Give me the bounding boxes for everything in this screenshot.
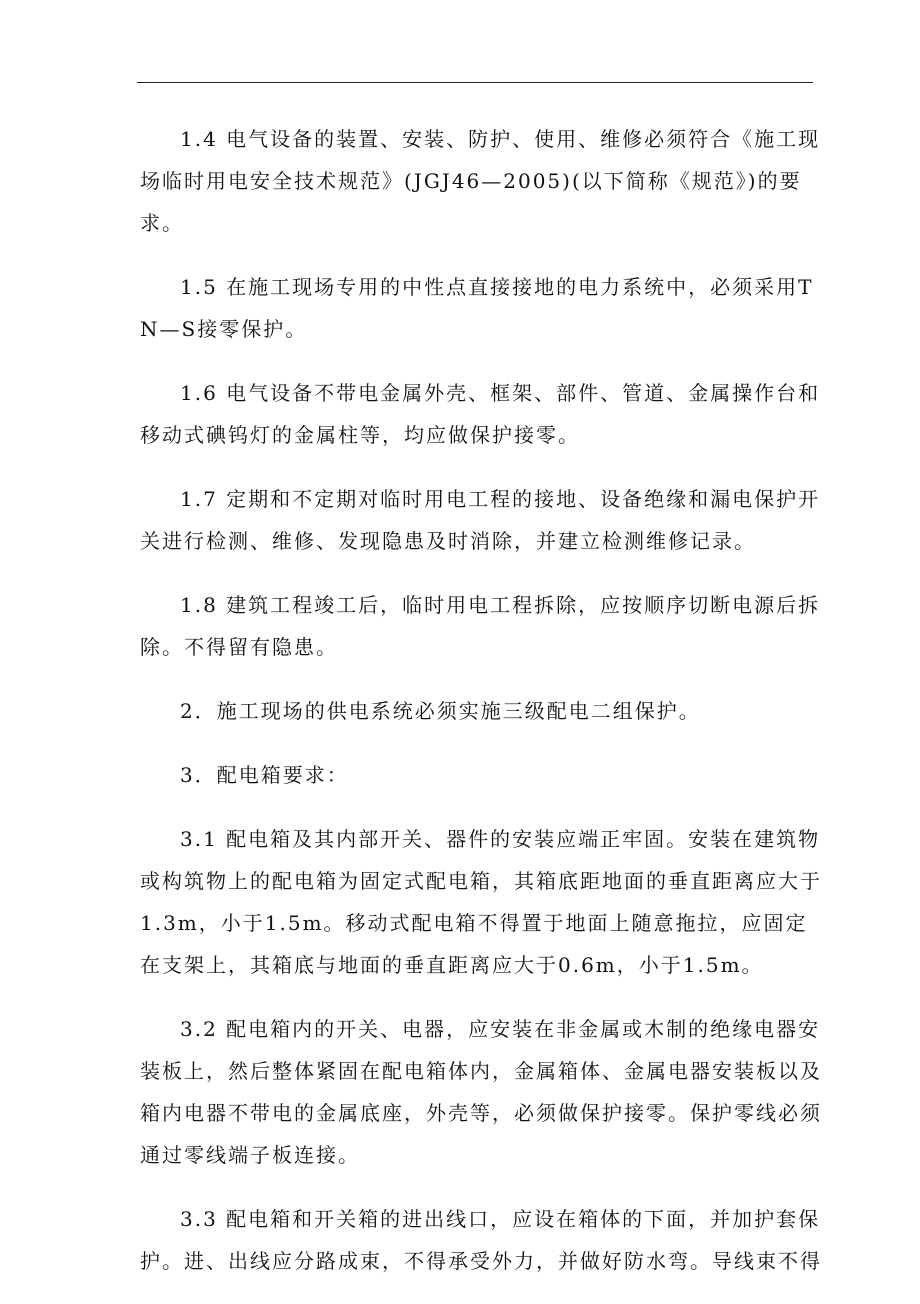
- paragraph-3-1: 3.1 配电箱及其内部开关、器件的安装应端正牢固。安装在建筑物或构筑物上的配电箱为固定式配电箱，其箱底距地面的垂直距离应大于1.3m，小于1.5m。移动式配电箱不得置于地面上随意拖拉，应固定在支架上，其箱底与地面的垂直距离应大于0.6m，小于1.5m。: [140, 827, 822, 977]
- paragraph-1-8: 1.8 建筑工程竣工后，临时用电工程拆除，应按顺序切断电源后拆除。不得留有隐患。: [140, 593, 821, 659]
- paragraph-1-4: 1.4 电气设备的装置、安装、防护、使用、维修必须符合《施工现场临时用电安全技术规范》(JGJ46—2005)(以下简称《规范》)的要求。: [140, 127, 821, 235]
- paragraph-3-3: 3.3 配电箱和开关箱的进出线口，应设在箱体的下面，并加护套保护。进、出线应分路成束，不得承受外力，并做好防水弯。导线束不得: [140, 1207, 822, 1273]
- header-rule: [137, 82, 813, 83]
- paragraph-3: 3．配电箱要求：: [180, 763, 349, 787]
- paragraph-2: 2．施工现场的供电系统必须实施三级配电二组保护。: [180, 699, 701, 723]
- paragraph-1-5: 1.5 在施工现场专用的中性点直接接地的电力系统中，必须采用TN—S接零保护。: [140, 275, 814, 341]
- document-body: [140, 118, 824, 1304]
- paragraph-1-6: 1.6 电气设备不带电金属外壳、框架、部件、管道、金属操作台和移动式碘钨灯的金属柱等，均应做保护接零。: [140, 381, 821, 447]
- paragraph-1-7: 1.7 定期和不定期对临时用电工程的接地、设备绝缘和漏电保护开关进行检测、维修、发现隐患及时消除，并建立检测维修记录。: [140, 487, 821, 553]
- paragraph-3-2: 3.2 配电箱内的开关、电器，应安装在非金属或木制的绝缘电器安装板上，然后整体紧固在配电箱体内，金属箱体、金属电器安装板以及箱内电器不带电的金属底座，外壳等，必须做保护接零。保护零线必须通过零线端子板连接。: [140, 1017, 822, 1167]
